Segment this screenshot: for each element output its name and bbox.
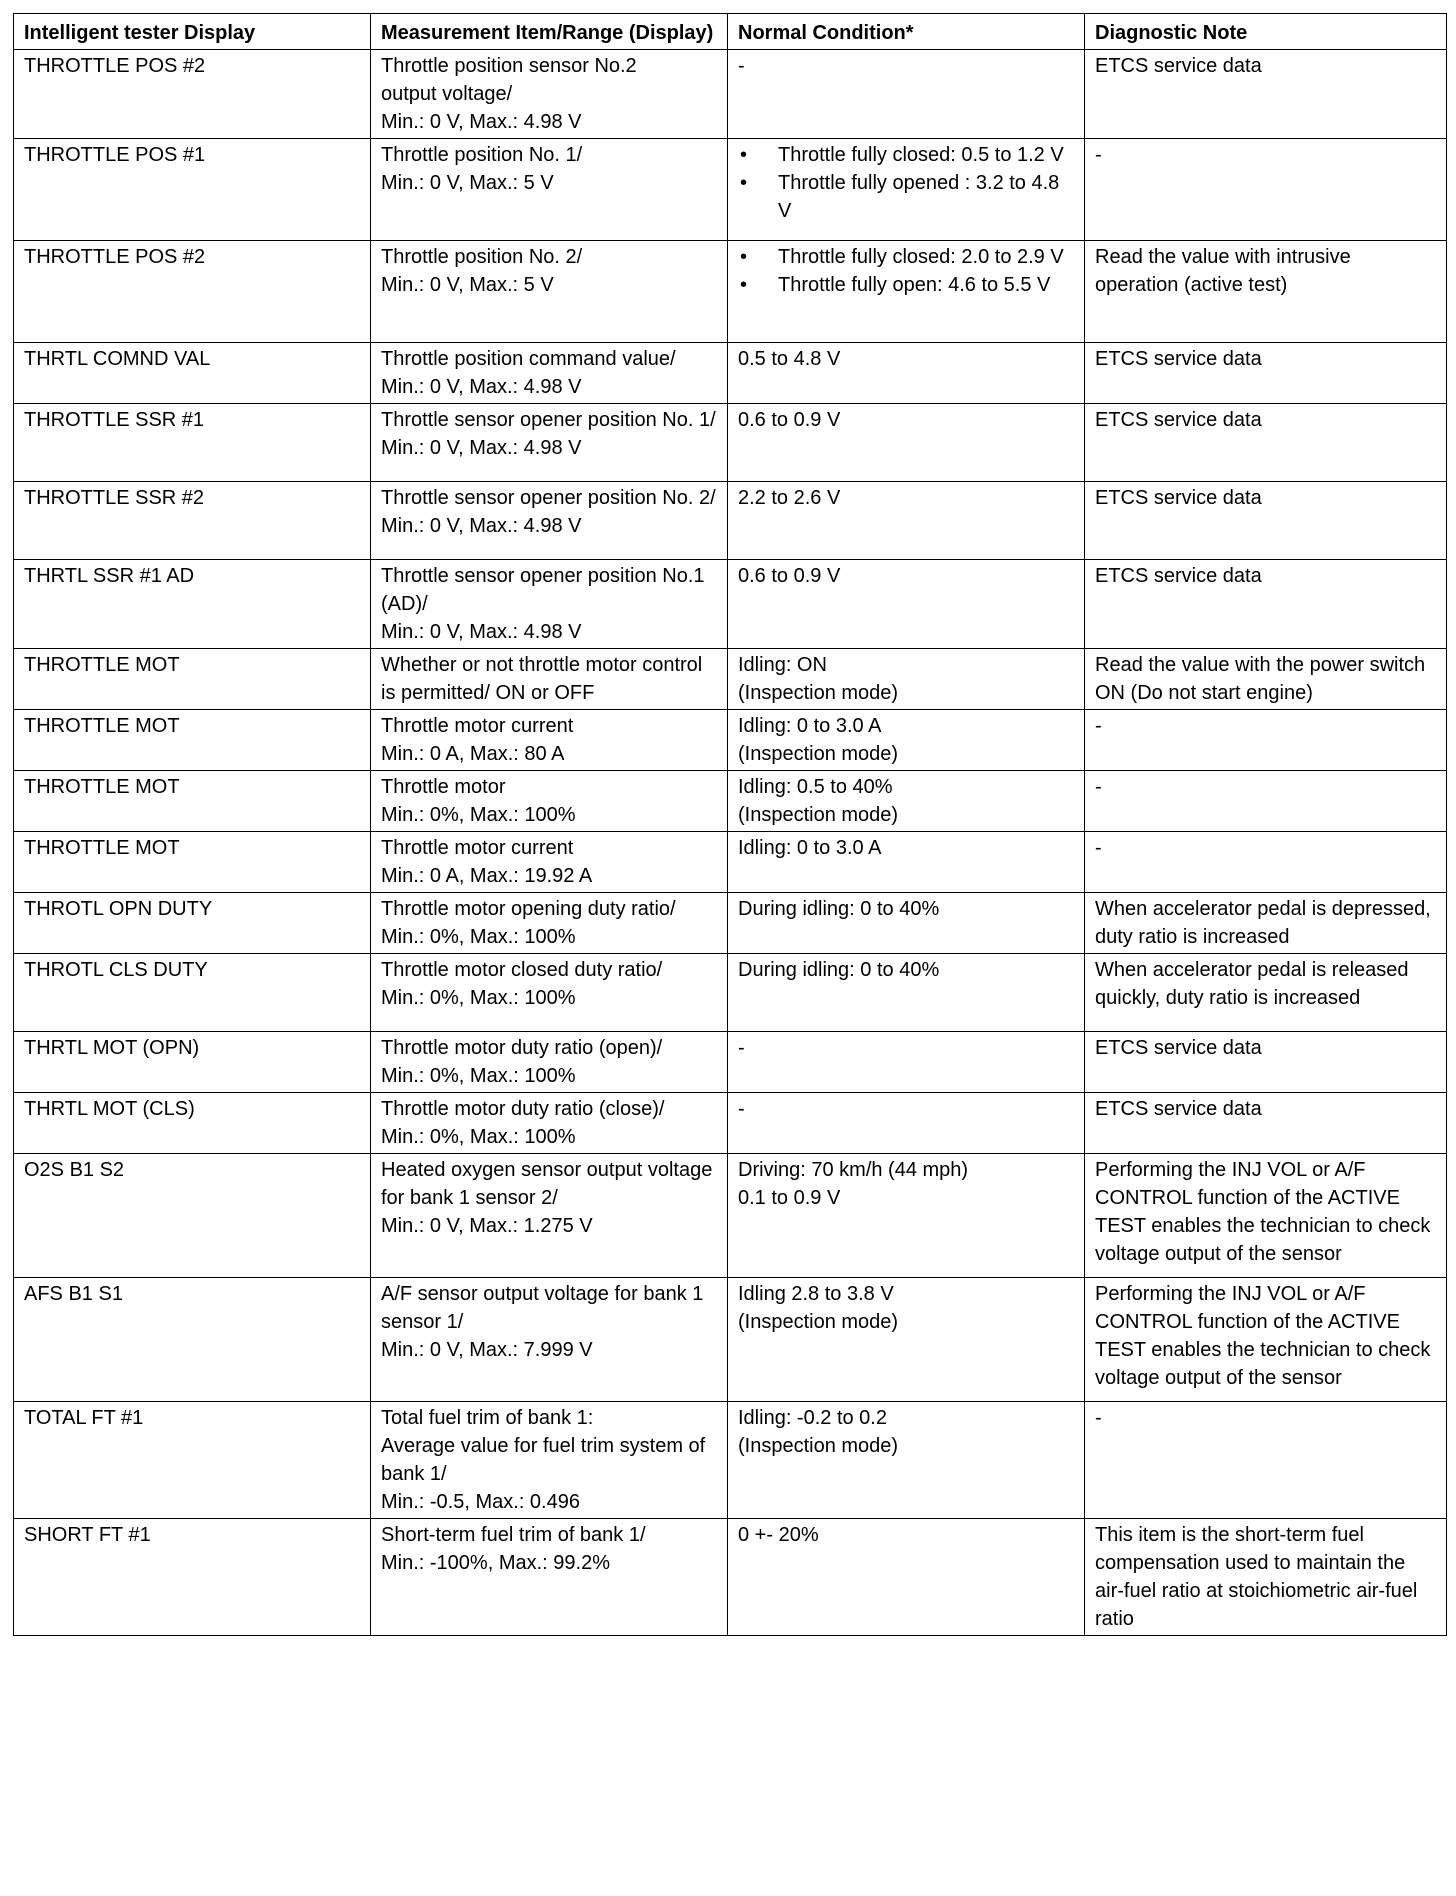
cell-diagnostic-note bbox=[1085, 649, 1447, 710]
cell-diagnostic-note bbox=[1085, 1519, 1447, 1636]
cell-measurement bbox=[371, 832, 728, 893]
cell-tester-display: THROTTLE MOT bbox=[14, 649, 371, 710]
cell-diagnostic-note bbox=[1085, 343, 1447, 404]
measurement-line: Min.: 0 V, Max.: 7.999 V bbox=[381, 1339, 593, 1361]
measurement-line: Min.: -0.5, Max.: 0.496 bbox=[381, 1491, 580, 1513]
table-row bbox=[14, 560, 1447, 649]
measurement-line: Min.: 0%, Max.: 100% bbox=[381, 804, 576, 826]
cell-tester-display: THROTTLE SSR #2 bbox=[14, 482, 371, 560]
normal-condition-line: Idling: 0.5 to 40% bbox=[738, 776, 893, 798]
table-row bbox=[14, 893, 1447, 954]
measurement-line: Throttle motor opening duty ratio/ bbox=[381, 898, 676, 920]
measurement-line: Throttle motor bbox=[381, 776, 506, 798]
cell-measurement bbox=[371, 893, 728, 954]
table-row bbox=[14, 482, 1447, 560]
table-row bbox=[14, 832, 1447, 893]
normal-condition-line: Idling: 0 to 3.0 A bbox=[738, 837, 882, 859]
cell-diagnostic-note bbox=[1085, 139, 1447, 241]
cell-diagnostic-note bbox=[1085, 832, 1447, 893]
cell-measurement bbox=[371, 560, 728, 649]
header-display: Intelligent tester Display bbox=[14, 14, 371, 50]
normal-condition-line: (Inspection mode) bbox=[738, 743, 899, 765]
table-row bbox=[14, 1032, 1447, 1093]
cell-tester-display: O2S B1 S2 bbox=[14, 1154, 371, 1278]
normal-condition-line: (Inspection mode) bbox=[738, 1311, 899, 1333]
diagnostic-note-line: ETCS service data bbox=[1095, 55, 1262, 77]
cell-measurement bbox=[371, 1154, 728, 1278]
normal-condition-line: 2.2 to 2.6 V bbox=[738, 487, 841, 509]
cell-diagnostic-note bbox=[1085, 710, 1447, 771]
measurement-line: Throttle position command value/ bbox=[381, 348, 676, 370]
cell-normal-condition bbox=[728, 241, 1085, 343]
cell-tester-display: TOTAL FT #1 bbox=[14, 1402, 371, 1519]
measurement-line: Short-term fuel trim of bank 1/ bbox=[381, 1524, 646, 1546]
normal-condition-line: (Inspection mode) bbox=[738, 1435, 899, 1457]
cell-measurement bbox=[371, 1032, 728, 1093]
measurement-line: A/F sensor output voltage for bank 1 sensor 1/ bbox=[381, 1283, 704, 1333]
measurement-line: Throttle motor current bbox=[381, 837, 574, 859]
diagnostic-note-line: - bbox=[1095, 715, 1102, 737]
cell-tester-display: THROTL CLS DUTY bbox=[14, 954, 371, 1032]
cell-tester-display: THRTL SSR #1 AD bbox=[14, 560, 371, 649]
cell-normal-condition bbox=[728, 1032, 1085, 1093]
diagnostic-note-line: When accelerator pedal is released quickly, duty ratio is increased bbox=[1095, 959, 1409, 1009]
cell-tester-display: THRTL MOT (CLS) bbox=[14, 1093, 371, 1154]
cell-diagnostic-note bbox=[1085, 50, 1447, 139]
normal-condition-line: - bbox=[738, 55, 745, 77]
measurement-line: Throttle sensor opener position No. 1/ bbox=[381, 409, 716, 431]
header-diagnostic-note: Diagnostic Note bbox=[1085, 14, 1447, 50]
normal-condition-line: Driving: 70 km/h (44 mph) bbox=[738, 1159, 969, 1181]
measurement-line: Throttle position sensor No.2 bbox=[381, 55, 637, 77]
table-row bbox=[14, 139, 1447, 241]
cell-measurement bbox=[371, 343, 728, 404]
table-row bbox=[14, 404, 1447, 482]
measurement-line: Min.: 0%, Max.: 100% bbox=[381, 987, 576, 1009]
diagnostic-note-line: - bbox=[1095, 144, 1102, 166]
diagnostic-note-line: Performing the INJ VOL or A/F CONTROL function of the ACTIVE TEST enables the technician to check voltage output of the sensor bbox=[1095, 1159, 1431, 1265]
table-body bbox=[14, 50, 1447, 1636]
diagnostic-note-line: - bbox=[1095, 776, 1102, 798]
cell-normal-condition bbox=[728, 560, 1085, 649]
measurement-line: Min.: 0 V, Max.: 4.98 V bbox=[381, 437, 582, 459]
measurement-line: Min.: -100%, Max.: 99.2% bbox=[381, 1552, 610, 1574]
cell-normal-condition bbox=[728, 954, 1085, 1032]
diagnostic-data-table bbox=[13, 13, 1447, 1636]
table-row bbox=[14, 241, 1447, 343]
normal-condition-line: During idling: 0 to 40% bbox=[738, 898, 940, 920]
diagnostic-note-line: This item is the short-term fuel compensation used to maintain the air-fuel ratio at stoichiometric air-fuel ratio bbox=[1095, 1524, 1418, 1630]
measurement-line: Throttle position No. 1/ bbox=[381, 144, 583, 166]
normal-condition-list bbox=[738, 141, 1076, 225]
cell-measurement bbox=[371, 954, 728, 1032]
table-row bbox=[14, 649, 1447, 710]
list-item: • Throttle fully closed: 0.5 to 1.2 V bbox=[738, 141, 1076, 169]
normal-condition-line: (Inspection mode) bbox=[738, 804, 899, 826]
measurement-line: Min.: 0 V, Max.: 5 V bbox=[381, 172, 554, 194]
diagnostic-note-line: ETCS service data bbox=[1095, 1037, 1262, 1059]
normal-condition-line: Idling: -0.2 to 0.2 bbox=[738, 1407, 887, 1429]
table-row bbox=[14, 1154, 1447, 1278]
diagnostic-note-line: When accelerator pedal is depressed, duty ratio is increased bbox=[1095, 898, 1431, 948]
cell-diagnostic-note bbox=[1085, 771, 1447, 832]
cell-measurement bbox=[371, 404, 728, 482]
cell-normal-condition bbox=[728, 832, 1085, 893]
table-row bbox=[14, 771, 1447, 832]
cell-measurement bbox=[371, 241, 728, 343]
cell-tester-display: THROTTLE MOT bbox=[14, 710, 371, 771]
normal-condition-line: Idling: 0 to 3.0 A bbox=[738, 715, 882, 737]
measurement-line: Total fuel trim of bank 1: bbox=[381, 1407, 594, 1429]
cell-normal-condition bbox=[728, 404, 1085, 482]
cell-normal-condition bbox=[728, 893, 1085, 954]
table-row bbox=[14, 1402, 1447, 1519]
header-measurement: Measurement Item/Range (Display) bbox=[371, 14, 728, 50]
cell-normal-condition bbox=[728, 1154, 1085, 1278]
diagnostic-note-line: Read the value with the power switch ON (Do not start engine) bbox=[1095, 654, 1426, 704]
cell-tester-display: THROTTLE POS #2 bbox=[14, 241, 371, 343]
measurement-line: Min.: 0 V, Max.: 4.98 V bbox=[381, 515, 582, 537]
cell-normal-condition bbox=[728, 1278, 1085, 1402]
normal-condition-line: 0.6 to 0.9 V bbox=[738, 565, 841, 587]
measurement-line: Throttle position No. 2/ bbox=[381, 246, 583, 268]
diagnostic-note-line: Performing the INJ VOL or A/F CONTROL function of the ACTIVE TEST enables the technician to check voltage output of the sensor bbox=[1095, 1283, 1431, 1389]
cell-diagnostic-note bbox=[1085, 1154, 1447, 1278]
diagnostic-note-line: ETCS service data bbox=[1095, 1098, 1262, 1120]
normal-condition-list bbox=[738, 243, 1076, 299]
cell-normal-condition bbox=[728, 1402, 1085, 1519]
table-row bbox=[14, 710, 1447, 771]
cell-measurement bbox=[371, 710, 728, 771]
diagnostic-note-line: Read the value with intrusive operation (active test) bbox=[1095, 246, 1351, 296]
measurement-line: Min.: 0 A, Max.: 80 A bbox=[381, 743, 565, 765]
table-row bbox=[14, 50, 1447, 139]
diagnostic-note-line: - bbox=[1095, 837, 1102, 859]
normal-condition-line: 0.5 to 4.8 V bbox=[738, 348, 841, 370]
cell-measurement bbox=[371, 1278, 728, 1402]
cell-normal-condition bbox=[728, 771, 1085, 832]
measurement-line: Min.: 0 V, Max.: 4.98 V bbox=[381, 111, 582, 133]
cell-normal-condition bbox=[728, 139, 1085, 241]
cell-measurement bbox=[371, 649, 728, 710]
table-row bbox=[14, 1093, 1447, 1154]
measurement-line: Throttle sensor opener position No.1 (AD)/ bbox=[381, 565, 705, 615]
cell-diagnostic-note bbox=[1085, 404, 1447, 482]
cell-tester-display: SHORT FT #1 bbox=[14, 1519, 371, 1636]
normal-condition-line: Idling: ON bbox=[738, 654, 827, 676]
measurement-line: Whether or not throttle motor control is permitted/ ON or OFF bbox=[381, 654, 703, 704]
cell-normal-condition bbox=[728, 482, 1085, 560]
diagnostic-note-line: ETCS service data bbox=[1095, 565, 1262, 587]
cell-measurement bbox=[371, 1402, 728, 1519]
normal-condition-line: - bbox=[738, 1037, 745, 1059]
cell-tester-display: THROTTLE SSR #1 bbox=[14, 404, 371, 482]
measurement-line: Min.: 0%, Max.: 100% bbox=[381, 1065, 576, 1087]
measurement-line: Min.: 0%, Max.: 100% bbox=[381, 1126, 576, 1148]
table-row bbox=[14, 1278, 1447, 1402]
normal-condition-line: (Inspection mode) bbox=[738, 682, 899, 704]
cell-diagnostic-note bbox=[1085, 954, 1447, 1032]
list-item: • Throttle fully open: 4.6 to 5.5 V bbox=[738, 271, 1076, 299]
measurement-line: Throttle motor current bbox=[381, 715, 574, 737]
normal-condition-line: - bbox=[738, 1098, 745, 1120]
list-item: • Throttle fully closed: 2.0 to 2.9 V bbox=[738, 243, 1076, 271]
measurement-line: Min.: 0 A, Max.: 19.92 A bbox=[381, 865, 593, 887]
cell-measurement bbox=[371, 1519, 728, 1636]
cell-normal-condition bbox=[728, 649, 1085, 710]
cell-diagnostic-note bbox=[1085, 1402, 1447, 1519]
measurement-line: Min.: 0%, Max.: 100% bbox=[381, 926, 576, 948]
measurement-line: Min.: 0 V, Max.: 5 V bbox=[381, 274, 554, 296]
cell-tester-display: THROTTLE MOT bbox=[14, 771, 371, 832]
cell-tester-display: THROTTLE MOT bbox=[14, 832, 371, 893]
cell-normal-condition bbox=[728, 50, 1085, 139]
cell-tester-display: THRTL MOT (OPN) bbox=[14, 1032, 371, 1093]
cell-diagnostic-note bbox=[1085, 893, 1447, 954]
normal-condition-line: During idling: 0 to 40% bbox=[738, 959, 940, 981]
cell-measurement bbox=[371, 1093, 728, 1154]
header-normal-condition: Normal Condition* bbox=[728, 14, 1085, 50]
measurement-line: Throttle sensor opener position No. 2/ bbox=[381, 487, 716, 509]
normal-condition-line: 0 +- 20% bbox=[738, 1524, 819, 1546]
table-row bbox=[14, 1519, 1447, 1636]
cell-measurement bbox=[371, 482, 728, 560]
measurement-line: Throttle motor closed duty ratio/ bbox=[381, 959, 663, 981]
list-item: • Throttle fully opened : 3.2 to 4.8 V bbox=[738, 169, 1076, 225]
cell-normal-condition bbox=[728, 710, 1085, 771]
cell-diagnostic-note bbox=[1085, 241, 1447, 343]
diagnostic-note-line: ETCS service data bbox=[1095, 348, 1262, 370]
measurement-line: Average value for fuel trim system of bank 1/ bbox=[381, 1435, 706, 1485]
diagnostic-note-line: ETCS service data bbox=[1095, 487, 1262, 509]
cell-normal-condition bbox=[728, 1519, 1085, 1636]
cell-measurement bbox=[371, 50, 728, 139]
normal-condition-line: Idling 2.8 to 3.8 V bbox=[738, 1283, 894, 1305]
cell-measurement bbox=[371, 139, 728, 241]
cell-measurement bbox=[371, 771, 728, 832]
cell-normal-condition bbox=[728, 1093, 1085, 1154]
measurement-line: output voltage/ bbox=[381, 83, 513, 105]
measurement-line: Heated oxygen sensor output voltage for bank 1 sensor 2/ bbox=[381, 1159, 713, 1209]
normal-condition-line: 0.6 to 0.9 V bbox=[738, 409, 841, 431]
diagnostic-note-line: ETCS service data bbox=[1095, 409, 1262, 431]
measurement-line: Min.: 0 V, Max.: 4.98 V bbox=[381, 621, 582, 643]
table-row bbox=[14, 343, 1447, 404]
cell-tester-display: THRTL COMND VAL bbox=[14, 343, 371, 404]
normal-condition-line: 0.1 to 0.9 V bbox=[738, 1187, 841, 1209]
measurement-line: Min.: 0 V, Max.: 4.98 V bbox=[381, 376, 582, 398]
cell-diagnostic-note bbox=[1085, 1032, 1447, 1093]
measurement-line: Throttle motor duty ratio (close)/ bbox=[381, 1098, 665, 1120]
cell-tester-display: THROTTLE POS #1 bbox=[14, 139, 371, 241]
cell-diagnostic-note bbox=[1085, 1093, 1447, 1154]
cell-diagnostic-note bbox=[1085, 560, 1447, 649]
cell-diagnostic-note bbox=[1085, 1278, 1447, 1402]
measurement-line: Min.: 0 V, Max.: 1.275 V bbox=[381, 1215, 593, 1237]
cell-tester-display: AFS B1 S1 bbox=[14, 1278, 371, 1402]
cell-tester-display: THROTTLE POS #2 bbox=[14, 50, 371, 139]
cell-normal-condition bbox=[728, 343, 1085, 404]
table-header-row bbox=[14, 14, 1447, 50]
measurement-line: Throttle motor duty ratio (open)/ bbox=[381, 1037, 663, 1059]
table-row bbox=[14, 954, 1447, 1032]
diagnostic-note-line: - bbox=[1095, 1407, 1102, 1429]
cell-tester-display: THROTL OPN DUTY bbox=[14, 893, 371, 954]
cell-diagnostic-note bbox=[1085, 482, 1447, 560]
